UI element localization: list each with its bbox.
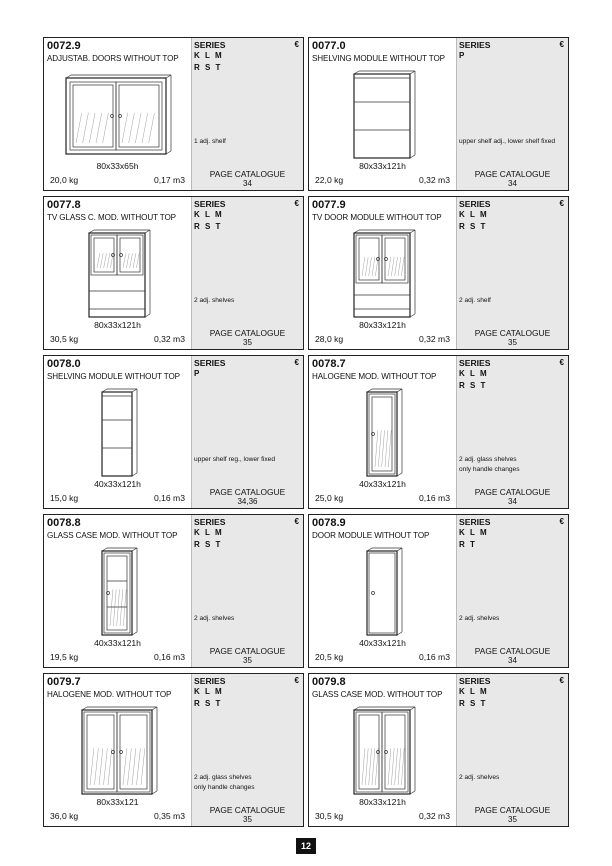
catalogue-grid (43, 37, 569, 830)
product-volume: 0,32 m3 (418, 811, 450, 821)
page-catalogue-number: 35 (508, 338, 517, 347)
product-dimensions: 80x33x121h (94, 320, 141, 330)
product-weight: 20,5 kg (315, 652, 344, 662)
shelf-note-line1: upper shelf adj., lower shelf fixed (459, 138, 556, 145)
product-dimensions: 40x33x121h (94, 638, 141, 648)
euro-icon: € (559, 517, 564, 526)
product-card (308, 37, 569, 191)
product-info (309, 356, 456, 508)
series-label: SERIES (459, 358, 491, 368)
shelf-note-line1: 2 adj. shelves (459, 615, 500, 622)
page-catalogue-number: 34 (508, 497, 517, 506)
series-label: SERIES (194, 676, 226, 686)
product-info (309, 38, 456, 190)
product-name: DOOR MODULE WITHOUT TOP (312, 531, 430, 540)
product-drawing (309, 225, 456, 319)
shelf-note (194, 137, 304, 147)
euro-icon: € (559, 358, 564, 367)
product-card (43, 514, 304, 668)
series-label: SERIES (194, 40, 226, 50)
page-catalogue-label: PAGE CATALOGUE (474, 487, 551, 497)
page-catalogue-number: 34,36 (237, 497, 258, 506)
product-weight: 19,5 kg (50, 652, 79, 662)
page-catalogue-label: PAGE CATALOGUE (209, 805, 286, 815)
product-weight: 15,0 kg (50, 493, 79, 503)
series-panel (191, 197, 303, 349)
series-codes-line1: K L M (194, 210, 224, 219)
product-name: HALOGENE MOD. WITHOUT TOP (47, 690, 172, 699)
product-code: 0078.9 (312, 517, 346, 529)
series-panel (191, 674, 303, 826)
series-label: SERIES (194, 199, 226, 209)
series-label: SERIES (459, 517, 491, 527)
product-dimensions: 80x33x121h (359, 797, 406, 807)
product-name: SHELVING MODULE WITHOUT TOP (312, 54, 445, 63)
product-name: SHELVING MODULE WITHOUT TOP (47, 372, 180, 381)
product-weight: 30,5 kg (50, 334, 79, 344)
page-catalogue-label: PAGE CATALOGUE (474, 169, 551, 179)
product-info (309, 197, 456, 349)
product-volume: 0,32 m3 (418, 334, 450, 344)
shelf-note (459, 773, 569, 783)
series-panel (456, 356, 568, 508)
page-catalogue-label: PAGE CATALOGUE (209, 487, 286, 497)
product-code: 0077.8 (47, 199, 81, 211)
furniture-drawing-icon (309, 384, 456, 478)
product-weight: 20,0 kg (50, 175, 79, 185)
product-info (309, 515, 456, 667)
series-codes-line2: R S T (459, 222, 487, 231)
product-code: 0079.8 (312, 676, 346, 688)
shelf-note-line1: 2 adj. shelf (459, 297, 491, 304)
page-catalogue-number: 35 (243, 815, 252, 824)
page-catalogue-number: 35 (508, 815, 517, 824)
series-panel (191, 356, 303, 508)
shelf-note-line1: 2 adj. shelves (459, 774, 500, 781)
series-codes-line2: R S T (194, 699, 222, 708)
series-panel (456, 674, 568, 826)
product-drawing (309, 702, 456, 796)
series-codes-line2: R S T (459, 381, 487, 390)
product-info (44, 197, 191, 349)
product-dimensions: 40x33x121h (359, 638, 406, 648)
series-codes-line1: K L M (459, 528, 489, 537)
series-codes-line1: K L M (459, 210, 489, 219)
product-code: 0077.0 (312, 40, 346, 52)
product-card (43, 673, 304, 827)
product-drawing (44, 702, 191, 796)
furniture-drawing-icon (309, 702, 456, 796)
product-name: GLASS CASE MOD. WITHOUT TOP (312, 690, 443, 699)
shelf-note (459, 455, 569, 474)
product-volume: 0,35 m3 (153, 811, 185, 821)
product-card (43, 355, 304, 509)
product-weight: 30,5 kg (315, 811, 344, 821)
product-code: 0078.7 (312, 358, 346, 370)
product-card (308, 196, 569, 350)
product-volume: 0,16 m3 (153, 652, 185, 662)
product-dimensions: 80x33x65h (96, 161, 139, 171)
page-catalogue-label: PAGE CATALOGUE (474, 646, 551, 656)
product-dimensions: 40x33x121h (94, 479, 141, 489)
series-codes-line1: K L M (194, 51, 224, 60)
product-card (43, 196, 304, 350)
product-drawing (44, 384, 191, 478)
product-dimensions: 80x33x121h (359, 161, 406, 171)
product-drawing (44, 225, 191, 319)
product-name: GLASS CASE MOD. WITHOUT TOP (47, 531, 178, 540)
product-volume: 0,17 m3 (153, 175, 185, 185)
euro-icon: € (559, 199, 564, 208)
product-dimensions: 80x33x121h (359, 320, 406, 330)
series-codes-line2: R T (459, 540, 477, 549)
product-name: TV GLASS C. MOD. WITHOUT TOP (47, 213, 176, 222)
product-drawing (44, 66, 191, 160)
series-label: SERIES (459, 40, 491, 50)
furniture-drawing-icon (309, 225, 456, 319)
series-panel (456, 38, 568, 190)
product-card (308, 673, 569, 827)
series-codes-line1: K L M (194, 687, 224, 696)
series-panel (456, 197, 568, 349)
page-catalogue-label: PAGE CATALOGUE (209, 169, 286, 179)
product-code: 0077.9 (312, 199, 346, 211)
product-code: 0078.8 (47, 517, 81, 529)
shelf-note-line2: only handle changes (194, 783, 255, 791)
furniture-drawing-icon (44, 66, 191, 160)
shelf-note-line1: 1 adj. shelf (194, 138, 226, 145)
product-code: 0072.9 (47, 40, 81, 52)
shelf-note (194, 773, 304, 792)
series-codes-line1: P (194, 369, 201, 378)
product-card (308, 514, 569, 668)
product-weight: 25,0 kg (315, 493, 344, 503)
product-code: 0079.7 (47, 676, 81, 688)
euro-icon: € (294, 358, 299, 367)
product-weight: 22,0 kg (315, 175, 344, 185)
euro-icon: € (559, 676, 564, 685)
shelf-note (194, 296, 304, 306)
series-codes-line1: K L M (459, 687, 489, 696)
euro-icon: € (294, 676, 299, 685)
page-catalogue-number: 34 (508, 656, 517, 665)
shelf-note-line2: only handle changes (459, 465, 520, 473)
product-dimensions: 40x33x121h (359, 479, 406, 489)
product-volume: 0,32 m3 (153, 334, 185, 344)
page-number: 12 (296, 838, 316, 854)
page-catalogue-number: 35 (243, 338, 252, 347)
page-catalogue-label: PAGE CATALOGUE (474, 805, 551, 815)
euro-icon: € (294, 199, 299, 208)
series-codes-line1: P (459, 51, 466, 60)
series-label: SERIES (459, 676, 491, 686)
shelf-note (459, 137, 569, 147)
product-volume: 0,16 m3 (418, 493, 450, 503)
product-info (44, 38, 191, 190)
series-codes-line1: K L M (194, 528, 224, 537)
product-dimensions: 80x33x121 (96, 797, 139, 807)
series-panel (191, 38, 303, 190)
product-card (308, 355, 569, 509)
page-catalogue-label: PAGE CATALOGUE (209, 646, 286, 656)
product-info (44, 356, 191, 508)
euro-icon: € (559, 40, 564, 49)
series-codes-line2: R S T (194, 540, 222, 549)
page-catalogue-number: 34 (243, 179, 252, 188)
series-label: SERIES (194, 358, 226, 368)
shelf-note (194, 455, 304, 465)
product-name: TV DOOR MODULE WITHOUT TOP (312, 213, 442, 222)
shelf-note-line1: 2 adj. shelves (194, 297, 235, 304)
product-volume: 0,16 m3 (418, 652, 450, 662)
page-catalogue-number: 34 (508, 179, 517, 188)
product-weight: 36,0 kg (50, 811, 79, 821)
furniture-drawing-icon (44, 384, 191, 478)
shelf-note-line1: 2 adj. shelves (194, 615, 235, 622)
product-card (43, 37, 304, 191)
series-codes-line2: R S T (459, 699, 487, 708)
series-panel (191, 515, 303, 667)
page-catalogue-number: 35 (243, 656, 252, 665)
euro-icon: € (294, 517, 299, 526)
furniture-drawing-icon (44, 225, 191, 319)
product-weight: 28,0 kg (315, 334, 344, 344)
page-catalogue-label: PAGE CATALOGUE (209, 328, 286, 338)
shelf-note (459, 614, 569, 624)
page-catalogue-label: PAGE CATALOGUE (474, 328, 551, 338)
product-volume: 0,32 m3 (418, 175, 450, 185)
furniture-drawing-icon (309, 66, 456, 160)
furniture-drawing-icon (309, 543, 456, 637)
series-label: SERIES (459, 199, 491, 209)
product-info (44, 515, 191, 667)
shelf-note-line1: 2 adj. glass shelves (194, 774, 252, 781)
shelf-note (194, 614, 304, 624)
product-drawing (44, 543, 191, 637)
product-drawing (309, 543, 456, 637)
furniture-drawing-icon (44, 702, 191, 796)
furniture-drawing-icon (44, 543, 191, 637)
product-drawing (309, 384, 456, 478)
series-codes-line2: R S T (194, 63, 222, 72)
shelf-note (459, 296, 569, 306)
series-label: SERIES (194, 517, 226, 527)
series-panel (456, 515, 568, 667)
product-info (309, 674, 456, 826)
product-drawing (309, 66, 456, 160)
product-volume: 0,16 m3 (153, 493, 185, 503)
product-name: HALOGENE MOD. WITHOUT TOP (312, 372, 437, 381)
shelf-note-line1: 2 adj. glass shelves (459, 456, 517, 463)
euro-icon: € (294, 40, 299, 49)
series-codes-line2: R S T (194, 222, 222, 231)
product-info (44, 674, 191, 826)
product-name: ADJUSTAB. DOORS WITHOUT TOP (47, 54, 179, 63)
series-codes-line1: K L M (459, 369, 489, 378)
shelf-note-line1: upper shelf reg., lower fixed (194, 456, 275, 463)
product-code: 0078.0 (47, 358, 81, 370)
